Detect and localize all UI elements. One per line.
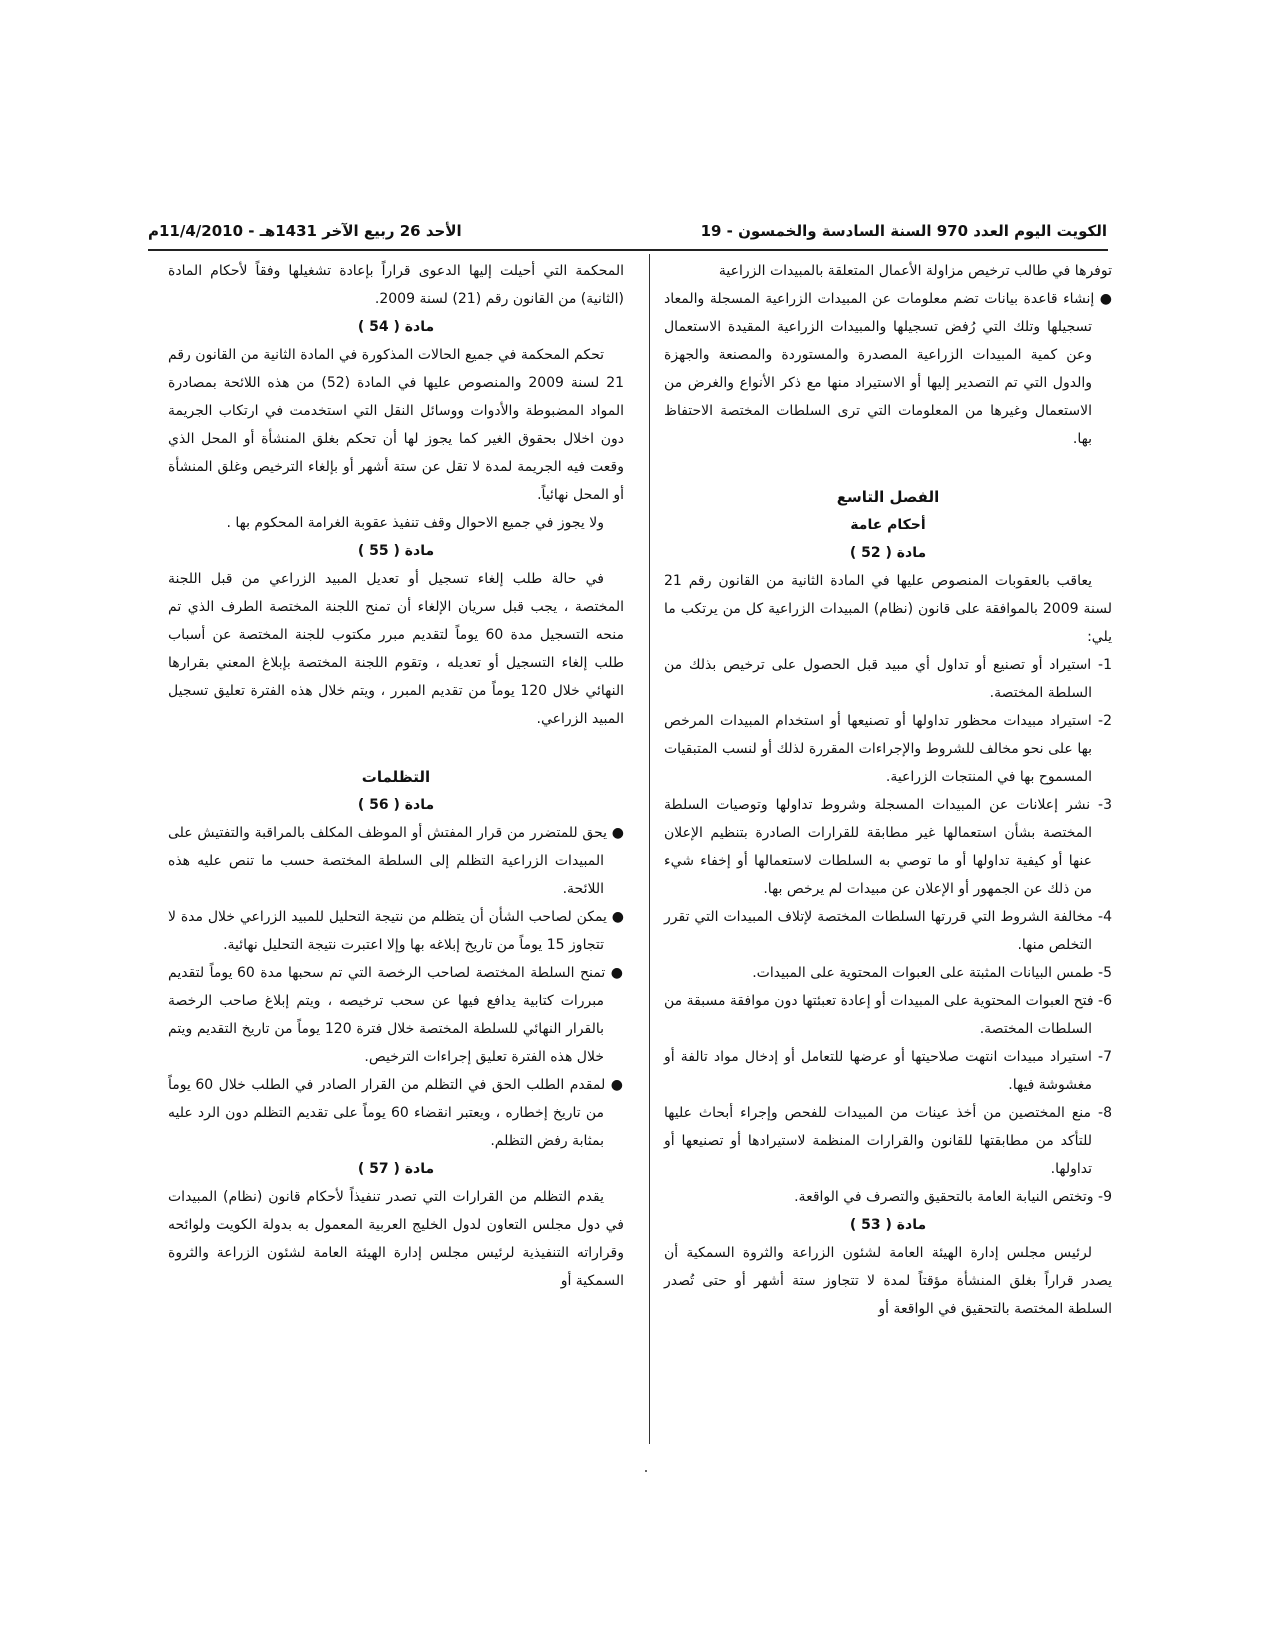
article-heading-52: مادة ( 52 ) xyxy=(849,545,927,561)
numbered-item-8: 8- منع المختصين من أخذ عينات من المبيدات للفحص وإجراء أبحاث عليها للتأكد من مطابقتها للقانون والقرارات المنظمة لاستيرادها أو تصنيعها أو تداولها. xyxy=(664,1105,1112,1177)
numbered-item-2: 2- استيراد مبيدات محظور تداولها أو تصنيعها أو استخدام المبيدات المرخص بها على نحو مخالف للشروط والإجراءات المقررة لذلك أو لنسب المتبقيات المسموح بها في المنتجات الزراعية. xyxy=(664,713,1112,785)
spacer xyxy=(664,453,1112,483)
bullet-item: ● لمقدم الطلب الحق في التظلم من القرار الصادر في الطلب خلال 60 يوماً من تاريخ إخطاره ، ويعتبر انقضاء 60 يوماً على تقديم التظلم دون الرد عليه بمثابة رفض التظلم. xyxy=(168,1077,624,1149)
header-rule xyxy=(148,249,1108,251)
scan-speck xyxy=(645,1470,647,1472)
article-57-text: يقدم التظلم من القرارات التي تصدر تنفيذاً لأحكام قانون (نظام) المبيدات في دول مجلس التعاون لدول الخليج العربية المعمول به بدولة الكويت ولوائحه وقراراته التنفيذية لرئيس مجلس إدارة الهيئة العامة لشئون الزراعة والثروة السمكية أو xyxy=(168,1189,624,1289)
numbered-item-6: 6- فتح العبوات المحتوية على المبيدات أو إعادة تعبئتها دون موافقة مسبقة من السلطات المختصة. xyxy=(664,993,1112,1037)
bullet-item: ● إنشاء قاعدة بيانات تضم معلومات عن المبيدات الزراعية المسجلة والمعاد تسجيلها وتلك التي رُفض تسجيلها والمبيدات الزراعية المقيدة الاستعمال وعن كمية المبيدات الزراعية المصدرة والمستوردة والمصنعة والجهزة والدول التي تم التصدير إليها أو الاستيراد منها مع ذكر الأنواع والغرض من الاستعمال وغيرها من المعلومات التي ترى السلطات المختصة الاحتفاظ بها. xyxy=(664,291,1112,447)
article-heading-57: مادة ( 57 ) xyxy=(357,1161,435,1177)
right-column xyxy=(664,257,1112,1323)
paragraph: توفرها في طالب ترخيص مزاولة الأعمال المتعلقة بالمبيدات الزراعية xyxy=(718,263,1112,279)
article-heading-53: مادة ( 53 ) xyxy=(849,1217,927,1233)
numbered-item-5: 5- طمس البيانات المثبتة على العبوات المحتوية على المبيدات. xyxy=(752,965,1112,981)
article-52-intro: يعاقب بالعقوبات المنصوص عليها في المادة الثانية من القانون رقم 21 لسنة 2009 بالموافقة على قانون (نظام) المبيدات الزراعية كل من يرتكب ما يلي: xyxy=(664,573,1112,645)
spacer xyxy=(168,733,624,763)
article-54-text: تحكم المحكمة في جميع الحالات المذكورة في المادة الثانية من القانون رقم 21 لسنة 2009 والمنصوص عليها في المادة (52) من هذه اللائحة بمصادرة المواد المضبوطة والأدوات ووسائل النقل التي استخدمت في ارتكاب الجريمة دون اخلال بحقوق الغير كما يجوز لها أن تحكم بغلق المنشأة أو المحل الذي وقعت فيه الجريمة لمدة لا تقل عن ستة أشهر أو بإلغاء الترخيص وغلق المنشأة أو المحل نهائياً. xyxy=(168,347,625,503)
numbered-item-7: 7- استيراد مبيدات انتهت صلاحيتها أو عرضها للتعامل أو إدخال مواد تالفة أو مغشوشة فيها. xyxy=(664,1049,1112,1093)
bullet-item: ● يحق للمتضرر من قرار المفتش أو الموظف المكلف بالمراقبة والتفتيش على المبيدات الزراعية التظلم إلى السلطة المختصة حسب ما تنص عليه هذه اللائحة. xyxy=(168,825,624,897)
header-issue-info: الكويت اليوم العدد 970 السنة السادسة والخمسون - 19 xyxy=(700,222,1107,240)
chapter-title: الفصل التاسع xyxy=(836,488,940,506)
chapter-subtitle: أحكام عامة xyxy=(850,517,926,533)
left-column xyxy=(168,257,624,1295)
article-53-text: لرئيس مجلس إدارة الهيئة العامة لشئون الزراعة والثروة السمكية أن يصدر قراراً بغلق المنشأة مؤقتاً لمدة لا تتجاوز ستة أشهر أو حتى تُصدر السلطة المختصة بالتحقيق في الواقعة أو xyxy=(664,1245,1112,1317)
header-date: الأحد 26 ربيع الآخر 1431هـ - 11/4/2010م xyxy=(148,222,462,240)
bullet-item: ● يمكن لصاحب الشأن أن يتظلم من نتيجة التحليل للمبيد الزراعي خلال مدة لا تتجاوز 15 يوماً من تاريخ إبلاغه بها وإلا اعتبرت نتيجة التحليل نهائية. xyxy=(168,909,624,953)
bullet-item: ● تمنح السلطة المختصة لصاحب الرخصة التي تم سحبها مدة 60 يوماً لتقديم مبررات كتابية يدافع فيها عن سحب ترخيصه ، ويتم إبلاغ صاحب الرخصة بالقرار النهائي للسلطة المختصة خلال فترة 120 يوماً من تاريخ التقديم ويتم خلال هذه الفترة تعليق إجراءات الترخيص. xyxy=(168,965,624,1065)
article-55-text: في حالة طلب إلغاء تسجيل أو تعديل المبيد الزراعي من قبل اللجنة المختصة ، يجب قبل سريان الإلغاء أن تمنح اللجنة المختصة الطرف الذي تم منحه التسجيل مدة 60 يوماً لتقديم مبرر مكتوب للجنة المختصة عن أسباب طلب إلغاء التسجيل أو تعديله ، وتقوم اللجنة المختصة بإبلاغ المعني بقرارها النهائي خلال 120 يوماً من تقديم المبرر ، ويتم خلال هذه الفترة تعليق تسجيل المبيد الزراعي. xyxy=(168,571,624,727)
article-heading-55: مادة ( 55 ) xyxy=(357,543,435,559)
article-54-text-2: ولا يجوز في جميع الاحوال وقف تنفيذ عقوبة الغرامة المحكوم بها . xyxy=(226,515,604,531)
paragraph: المحكمة التي أحيلت إليها الدعوى قراراً بإعادة تشغيلها وفقاً لأحكام المادة (الثانية) من القانون رقم (21) لسنة 2009. xyxy=(168,263,624,307)
article-heading-56: مادة ( 56 ) xyxy=(357,797,435,813)
article-heading-54: مادة ( 54 ) xyxy=(357,319,435,335)
numbered-item-9: 9- وتختص النيابة العامة بالتحقيق والتصرف في الواقعة. xyxy=(794,1189,1112,1205)
numbered-item-4: 4- مخالفة الشروط التي قررتها السلطات المختصة لإتلاف المبيدات التي تقرر التخلص منها. xyxy=(664,909,1112,953)
numbered-item-1: 1- استيراد أو تصنيع أو تداول أي مبيد قبل الحصول على ترخيص بذلك من السلطة المختصة. xyxy=(664,657,1112,701)
column-divider xyxy=(649,254,650,1444)
numbered-item-3: 3- نشر إعلانات عن المبيدات المسجلة وشروط تداولها وتوصيات السلطة المختصة بشأن استعمالها غير مطابقة للقرارات الصادرة بتنظيم الإعلان عنها أو كيفية تداولها أو ما توصي به السلطات لاستعمالها أو إخفاء شيء من ذلك عن الجمهور أو الإعلان عن مبيدات لم يرخص بها. xyxy=(664,797,1112,897)
section-title-grievances: التظلمات xyxy=(361,768,431,786)
